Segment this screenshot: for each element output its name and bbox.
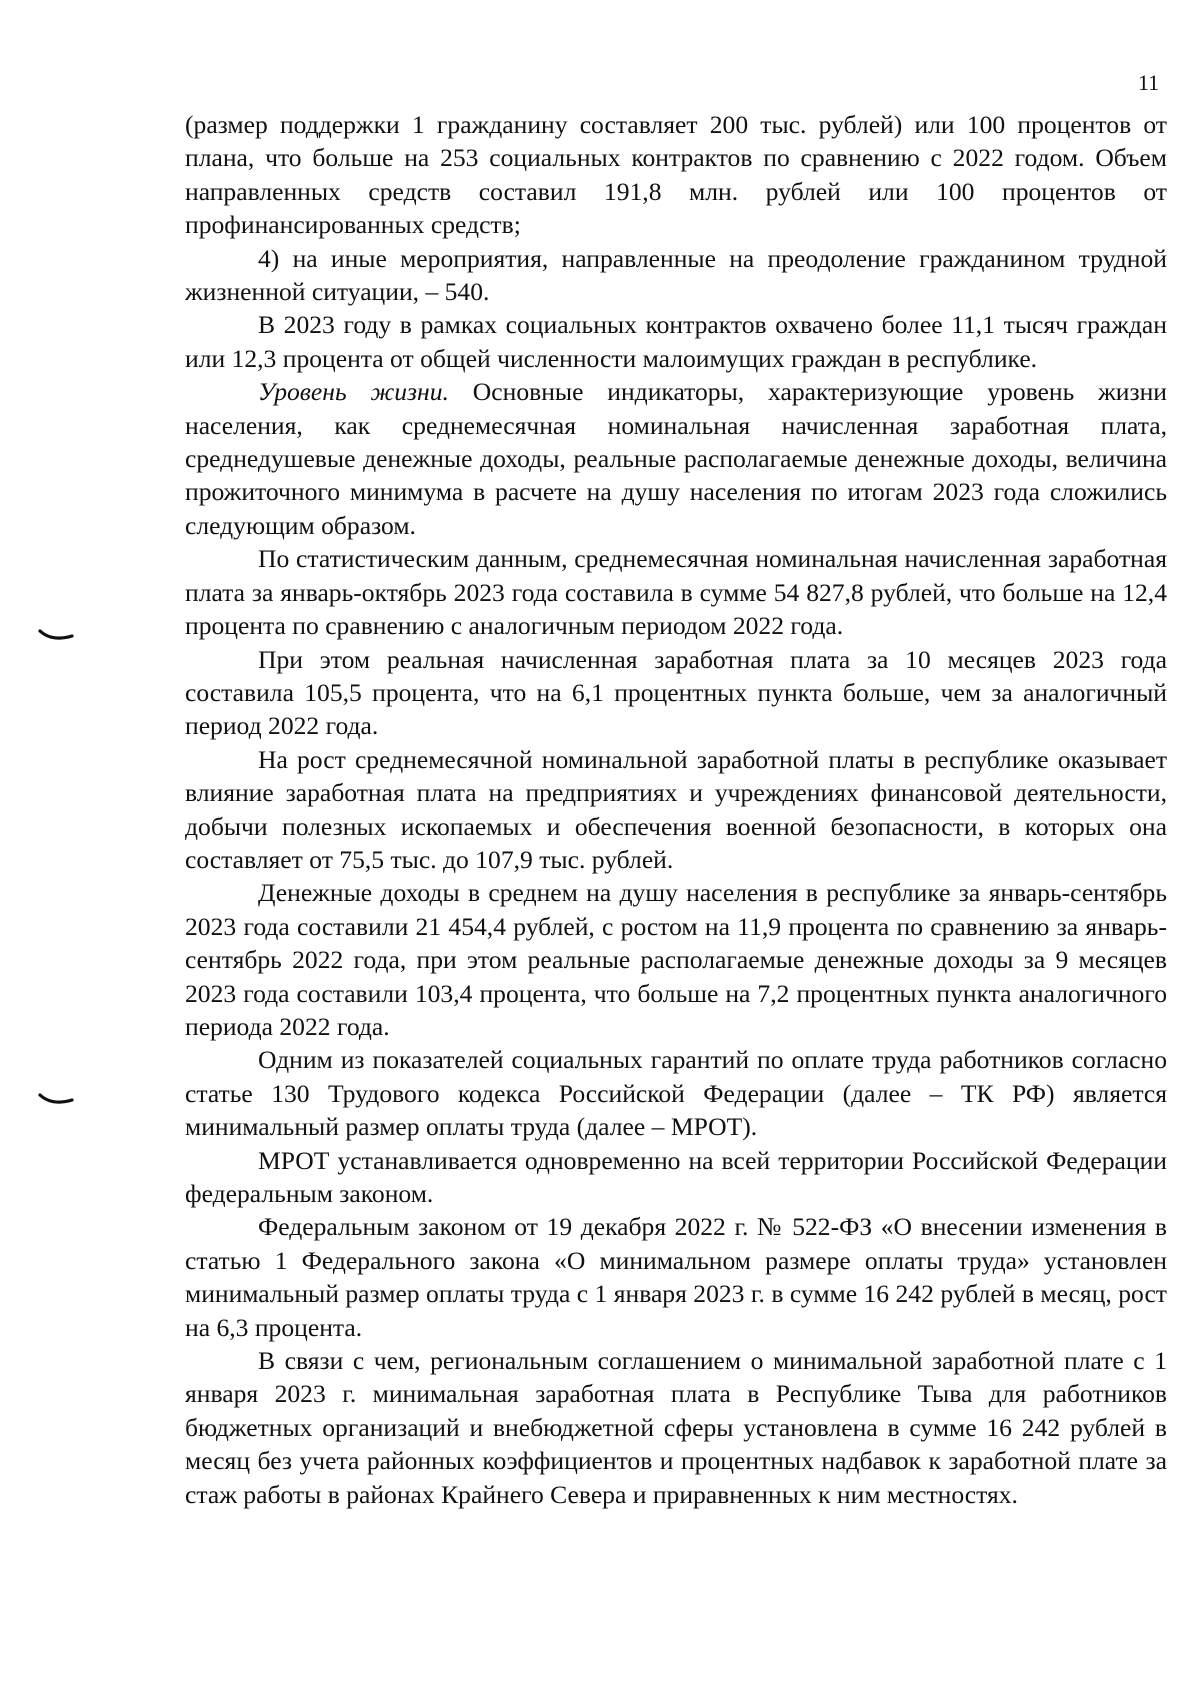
- paragraph: МРОТ устанавливается одновременно на всей территории Российской Федерации федеральным законом.: [185, 1145, 1167, 1208]
- paragraph-living-standard: [185, 375, 1167, 542]
- paragraph: При этом реальная начисленная заработная плата за 10 месяцев 2023 года составила 105,5 процента, что на 6,1 процентных пункта больше, чем за аналогичный период 2022 года.: [185, 644, 1167, 741]
- paragraph-text: Основные индикаторы, характеризующие уровень жизни населения, как среднемесячная номинальная начисленная заработная плата, среднедушевые денежные доходы, реальные располагаемые денежные доходы, величина прожиточного минимума в расчете на душу населения по итогам 2023 года сложились следующим образом.: [185, 377, 1168, 540]
- page-number: 11: [1138, 70, 1160, 95]
- paragraph: (размер поддержки 1 гражданину составляет 200 тыс. рублей) или 100 процентов от плана, что больше на 253 социальных контрактов по сравнению с 2022 годом. Объем направленных средств составил 191,8 млн. рублей или 100 процентов от профинансированных средств;: [185, 110, 1167, 240]
- paragraph: Федеральным законом от 19 декабря 2022 г. № 522-ФЗ «О внесении изменения в статью 1 Федерального закона «О минимальном размере оплаты труда» установлен минимальный размер оплаты труда с 1 января 2023 г. в сумме 16 242 рублей в месяц, рост на 6,3 процента.: [185, 1212, 1167, 1342]
- paragraph: В 2023 году в рамках социальных контрактов охвачено более 11,1 тысяч граждан или 12,3 процента от общей численности малоимущих граждан в республике.: [185, 310, 1167, 373]
- section-lead-italic: Уровень жизни.: [258, 377, 449, 407]
- paragraph: На рост среднемесячной номинальной заработной платы в республике оказывает влияние заработная плата на предприятиях и учреждениях финансовой деятельности, добычи полезных ископаемых и обеспечения военной безопасности, в которых она составляет от 75,5 тыс. до 107,9 тыс. рублей.: [185, 744, 1167, 874]
- paragraph: Денежные доходы в среднем на душу населения в республике за январь-сентябрь 2023 года составили 21 454,4 рублей, с ростом на 11,9 процента по сравнению за январь-сентябрь 2022 года, при этом реальные располагаемые денежные доходы за 9 месяцев 2023 года составили 103,4 процента, что больше на 7,2 процентных пункта аналогичного периода 2022 года.: [185, 878, 1167, 1041]
- margin-tick-mark: [38, 628, 74, 644]
- paragraph: В связи с чем, региональным соглашением о минимальной заработной плате с 1 января 2023 г. минимальная заработная плата в Республике Тыва для работников бюджетных организаций и внебюджетной сферы установлена в сумме 16 242 рублей в месяц без учета районных коэффициентов и процентных надбавок к заработной плате за стаж работы в районах Крайнего Севера и приравненных к ним местностях.: [185, 1346, 1167, 1509]
- paragraph: По статистическим данным, среднемесячная номинальная начисленная заработная плата за январь-октябрь 2023 года составила в сумме 54 827,8 рублей, что больше на 12,4 процента по сравнению с аналогичным периодом 2022 года.: [185, 544, 1167, 641]
- body-text: [185, 108, 1167, 1511]
- paragraph: Одним из показателей социальных гарантий по оплате труда работников согласно статье 130 Трудового кодекса Российской Федерации (далее – ТК РФ) является минимальный размер оплаты труда (далее – МРОТ).: [185, 1045, 1167, 1142]
- margin-tick-mark: [38, 1092, 74, 1108]
- paragraph: 4) на иные мероприятия, направленные на преодоление гражданином трудной жизненной ситуации, – 540.: [185, 243, 1167, 307]
